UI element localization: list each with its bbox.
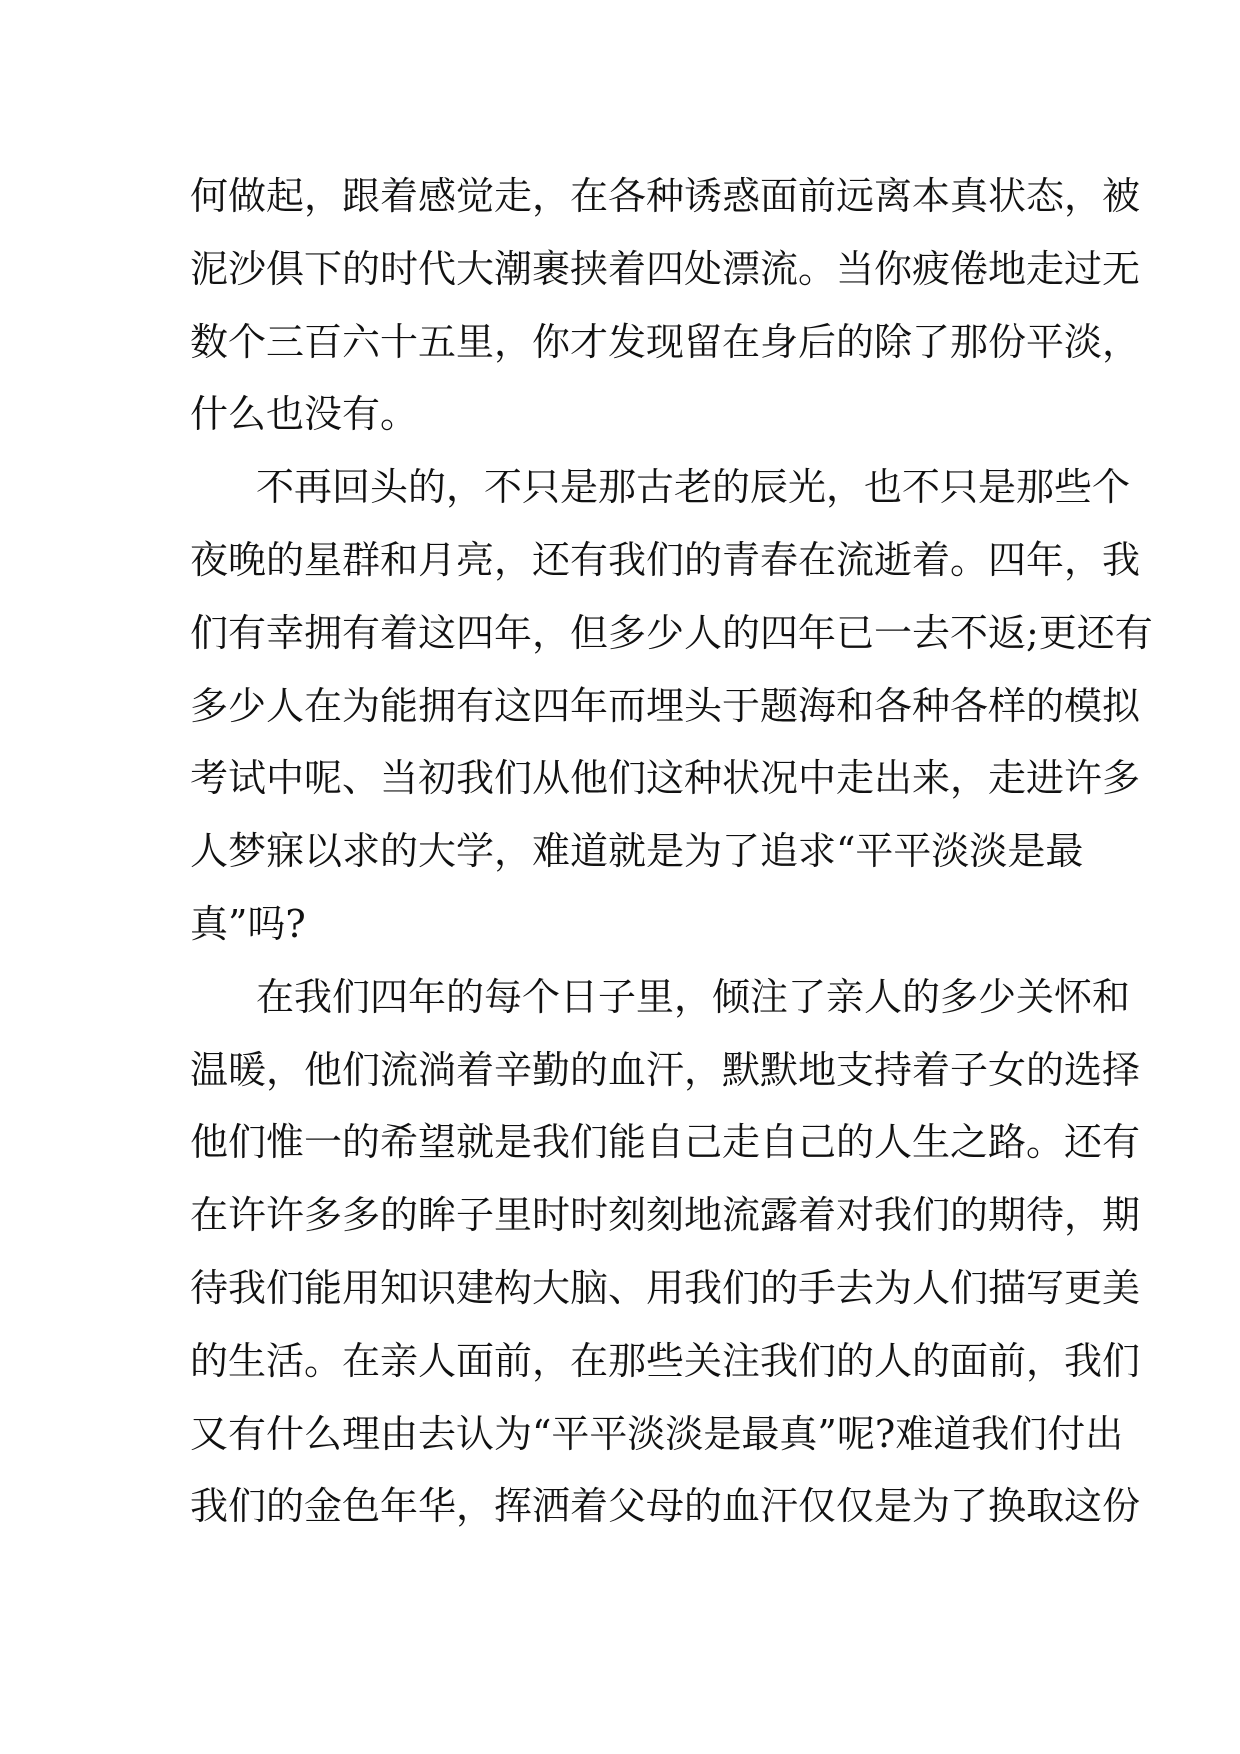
text-line: 什么也没有。: [190, 392, 419, 437]
text-line: 泥沙俱下的时代大潮裹挟着四处漂流。当你疲倦地走过无: [190, 246, 1141, 291]
text-line: 他们惟一的希望就是我们能自己走自己的人生之路。还有: [190, 1120, 1141, 1165]
text-line: 人梦寐以求的大学，难道就是为了追求“平平淡淡是最: [190, 829, 1084, 874]
paragraph-first-line: 在我们四年的每个日子里，倾注了亲人的多少关怀和: [256, 974, 1131, 1019]
text-line: 考试中呢、当初我们从他们这种状况中走出来，走进许多: [190, 756, 1141, 801]
text-line: 的生活。在亲人面前，在那些关注我们的人的面前，我们: [190, 1338, 1141, 1383]
text-line: 多少人在为能拥有这四年而埋头于题海和各种各样的模拟: [190, 683, 1141, 728]
body-text: [190, 160, 1153, 1543]
text-line: 我们的金色年华，挥洒着父母的血汗仅仅是为了换取这份: [190, 1484, 1141, 1529]
text-line: 真”吗?: [190, 901, 306, 946]
text-line: 温暖，他们流淌着辛勤的血汗，默默地支持着子女的选择: [190, 1047, 1141, 1092]
paragraph-first-line: 不再回头的，不只是那古老的辰光，也不只是那些个: [256, 465, 1131, 510]
text-line: 何做起，跟着感觉走，在各种诱惑面前远离本真状态，被: [190, 174, 1141, 218]
text-line: 们有幸拥有着这四年，但多少人的四年已一去不返;更还有: [190, 610, 1153, 655]
text-line: 待我们能用知识建构大脑、用我们的手去为人们描写更美: [190, 1265, 1141, 1310]
text-line: 在许许多多的眸子里时时刻刻地流露着对我们的期待，期: [190, 1193, 1141, 1238]
text-line: 数个三百六十五里，你才发现留在身后的除了那份平淡，: [190, 319, 1141, 364]
text-line: 又有什么理由去认为“平平淡淡是最真”呢?难道我们付出: [190, 1411, 1124, 1456]
text-line: 夜晚的星群和月亮，还有我们的青春在流逝着。四年，我: [190, 537, 1141, 582]
